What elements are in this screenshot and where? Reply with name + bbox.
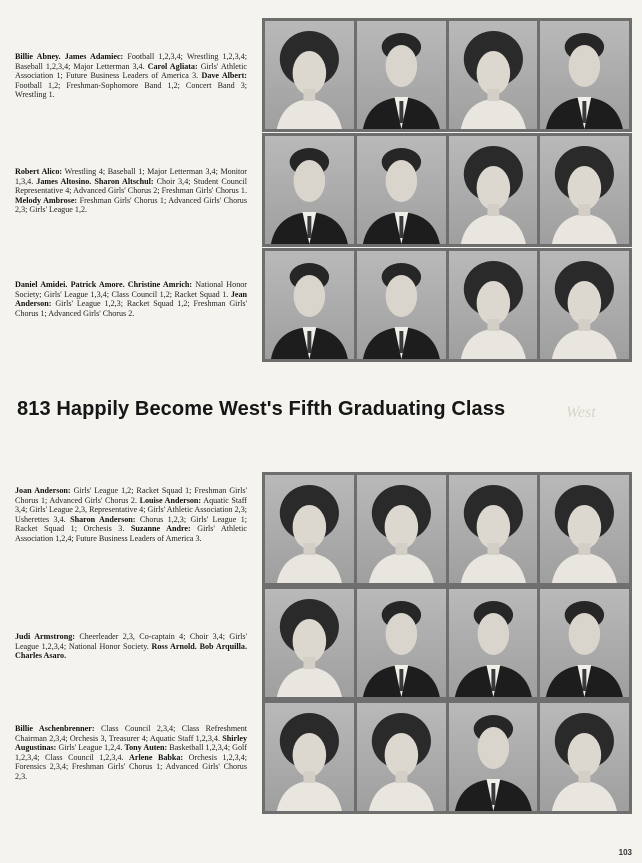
portrait-boy	[357, 136, 446, 244]
student-name: Louise Anderson:	[139, 495, 202, 505]
portrait-boy	[265, 136, 354, 244]
student-name: Billie Abney.	[15, 52, 61, 61]
student-name: Carol Agliata:	[147, 61, 198, 71]
student-name: Bob Arquilla.	[199, 641, 247, 651]
student-activities: Choir 3,4; Student Council Representative 4; Advanced Girls' Chorus 2; Freshman Girls' Chorus 1.	[15, 176, 247, 196]
student-name: Billie Aschenbrenner:	[15, 724, 95, 733]
portrait-boy	[540, 589, 629, 697]
student-activities: Girls' League 1,2; Racket Squad 1; Freshman Girls' Chorus 1; Advanced Girls' Chorus 2.	[15, 486, 247, 505]
student-name: Charles Asaro.	[15, 651, 67, 661]
student-activities: Orchesis 1,2,3,4; Forensics 2,3,4; Freshman Girls' Chorus 1; Advanced Girls' Chorus 2,3.	[15, 752, 248, 781]
portrait-girl	[540, 251, 629, 359]
portrait-girl	[540, 703, 629, 811]
portrait-row	[262, 700, 632, 814]
caption-block	[15, 52, 247, 100]
student-name: James Adamiec:	[64, 52, 124, 61]
portrait-boy	[540, 21, 629, 129]
student-name: Dave Albert:	[201, 71, 247, 81]
student-name: Judi Armstrong:	[15, 632, 75, 641]
portrait-girl	[449, 136, 538, 244]
portrait-row	[262, 586, 632, 700]
student-activities: Football 1,2,3,4; Wrestling 1,2,3,4; Baseball 1,2,3,4; Major Letterman 3,4.	[15, 52, 247, 71]
caption-block	[15, 632, 247, 661]
portrait-row	[262, 472, 632, 586]
student-activities: Wrestling 4; Baseball 1; Major Letterman 3,4; Monitor 1,3,4.	[15, 167, 248, 186]
student-name: Christine Amrich:	[127, 280, 193, 289]
student-activities: Basketball 1,2,3,4; Golf 1,2,3,4; Class Council 1,2,3,4.	[15, 743, 247, 762]
caption-block	[15, 724, 247, 782]
student-name: Tony Auten:	[124, 743, 168, 753]
portrait-row	[262, 133, 632, 247]
portrait-girl	[540, 475, 629, 583]
student-name: Shirley Augustinas:	[15, 733, 247, 753]
student-activities: Class Council 2,3,4; Class Refreshment Chairman 2,3,4; Orchesis 3, Treasurer 4; Aquatic Staff 1,2,3,4.	[15, 724, 247, 743]
portrait-girl	[265, 589, 354, 697]
page-number: 103	[618, 848, 632, 857]
student-name: Robert Alico:	[15, 167, 63, 176]
portrait-girl	[265, 21, 354, 129]
portrait-girl	[540, 136, 629, 244]
page-headline: 813 Happily Become West's Fifth Graduating Class	[17, 398, 506, 420]
portrait-boy	[357, 589, 446, 697]
student-activities: Girls' Athletic Association 1,2,4; Future Business Leaders of America 3.	[15, 524, 247, 543]
student-name: Patrick Amore.	[70, 280, 125, 289]
student-name: Sharon Altschul:	[94, 176, 154, 186]
student-activities: Cheerleader 2,3, Co-captain 4; Choir 3,4; Girls' League 1,2,3,4; National Honor Society.	[15, 632, 248, 651]
student-activities: National Honor Society; Girls' League 1,3,4; Class Council 1,2; Racket Squad 1.	[15, 280, 247, 299]
portrait-girl	[265, 703, 354, 811]
portrait-girl	[357, 703, 446, 811]
portrait-boy	[449, 703, 538, 811]
portrait-girl	[449, 21, 538, 129]
student-name: Daniel Amidei.	[15, 280, 68, 289]
portrait-boy	[357, 21, 446, 129]
student-name: Arlene Babka:	[129, 752, 184, 762]
portrait-boy	[357, 251, 446, 359]
student-activities: Aquatic Staff 3,4; Girls' League 2,3, Representative 4; Girls' Athletic Association 2,3; Usherettes 3,4.	[15, 495, 247, 524]
student-name: James Altosino.	[36, 176, 92, 186]
student-activities: Girls' League 1,2,4.	[56, 743, 123, 753]
portrait-row	[262, 248, 632, 362]
portrait-boy	[449, 589, 538, 697]
caption-block	[15, 280, 247, 318]
portrait-girl	[265, 475, 354, 583]
student-activities: Chorus 1,2,3; Girls' League 1; Racket Squad 1; Orchesis 3.	[15, 514, 248, 534]
student-name: Melody Ambrose:	[15, 195, 78, 205]
portrait-girl	[449, 475, 538, 583]
portrait-girl	[357, 475, 446, 583]
student-name: Jean Anderson:	[15, 289, 247, 309]
portrait-boy	[265, 251, 354, 359]
student-activities: Football 1,2; Freshman-Sophomore Band 1,2; Concert Band 3; Wrestling 1.	[15, 80, 247, 100]
portrait-girl	[449, 251, 538, 359]
student-name: Joan Anderson:	[15, 486, 71, 495]
student-name: Sharon Anderson:	[70, 514, 136, 524]
caption-block	[15, 167, 247, 215]
caption-block	[15, 486, 247, 544]
portrait-row	[262, 18, 632, 132]
student-name: Suzanne Andre:	[130, 524, 191, 534]
bleed-through-text: West	[566, 404, 596, 421]
student-activities: Freshman Girls' Chorus 1; Advanced Girls' Chorus 2,3; Girls' League 1,2.	[15, 195, 248, 215]
student-activities: Girls' League 1,2,3; Racket Squad 1,2; Freshman Girls' Chorus 1; Advanced Girls' Chorus 2.	[15, 299, 247, 318]
student-name: Ross Arnold.	[151, 641, 197, 651]
student-activities: Girls' Athletic Association 1; Future Business Leaders of America 3.	[15, 61, 247, 81]
